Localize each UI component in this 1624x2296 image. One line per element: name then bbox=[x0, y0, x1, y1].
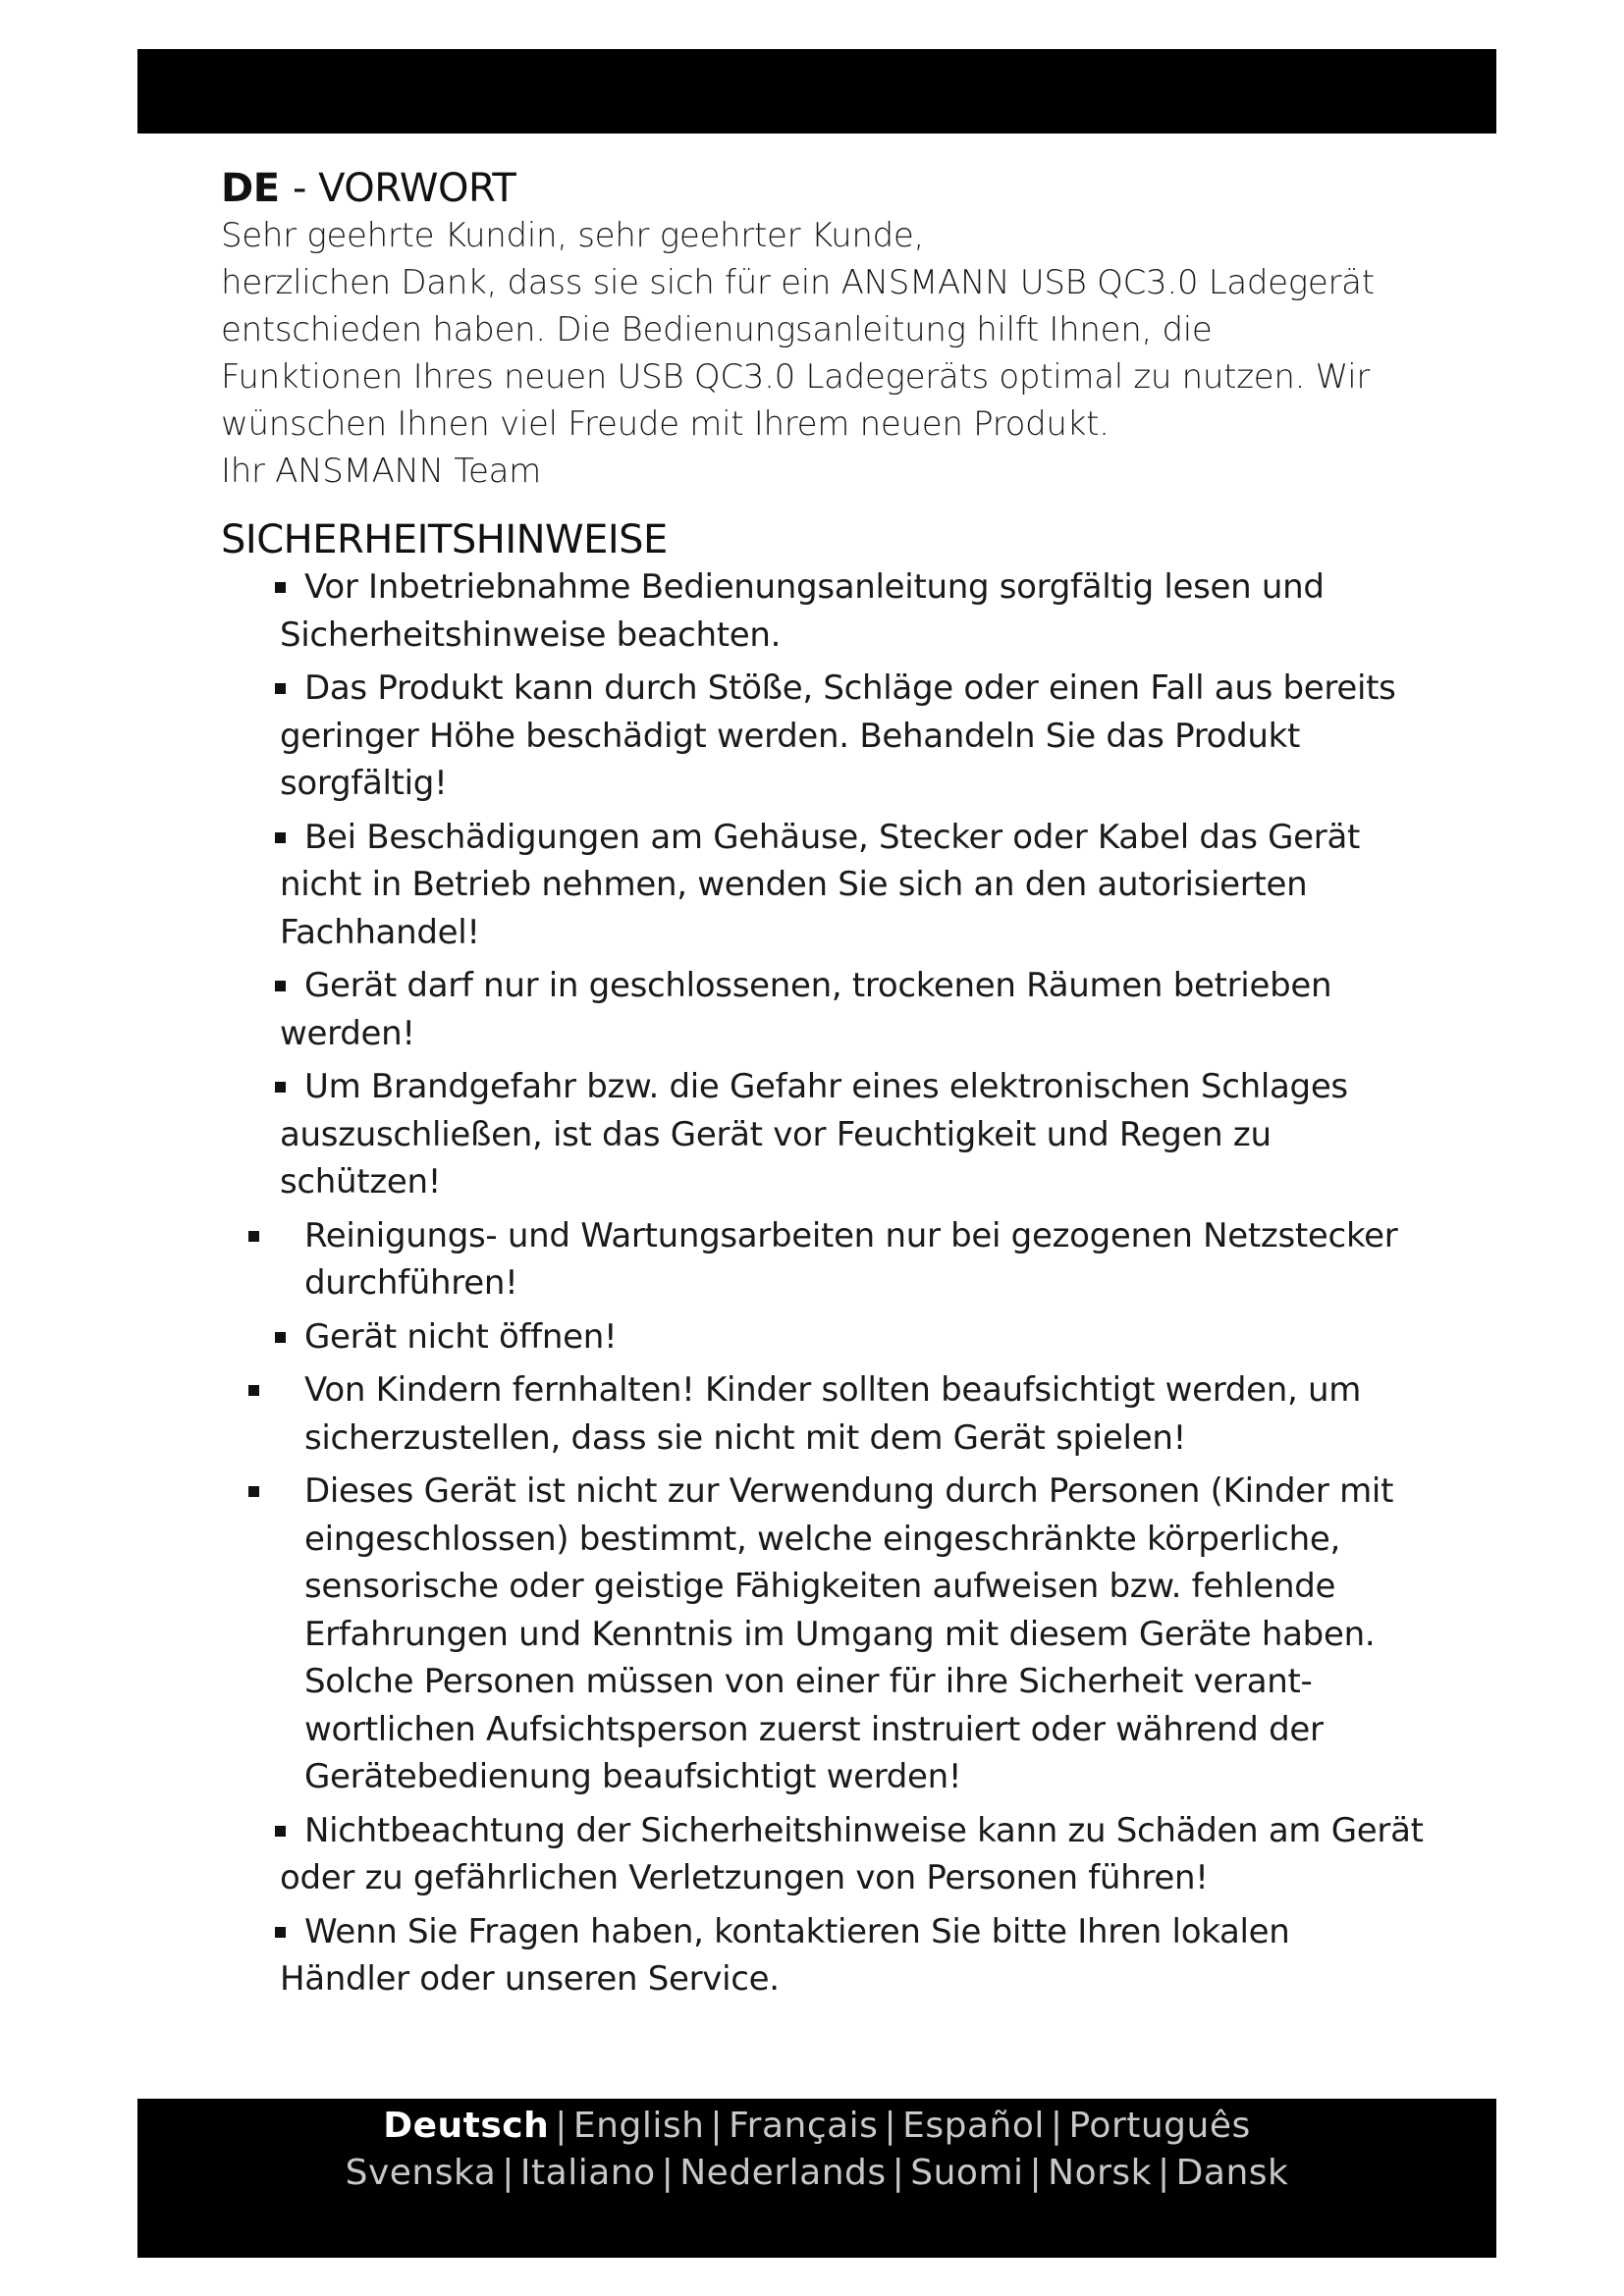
lang-link-deutsch[interactable]: Deutsch bbox=[383, 2106, 550, 2146]
safety-item: Nichtbeachtung der Sicherheitshinweise kann zu Schäden am Gerät oder zu gefährlichen Verletzungen von Personen führen! bbox=[221, 1807, 1429, 1902]
bullet-square-icon bbox=[275, 981, 286, 991]
bullet-square-icon bbox=[275, 1332, 286, 1343]
safety-item: Von Kindern fernhalten! Kinder sollten beaufsichtigt werden, um sicherzustellen, dass sie nicht mit dem Gerät spielen! bbox=[221, 1366, 1429, 1462]
bullet-square-icon bbox=[248, 1486, 259, 1497]
safety-list bbox=[221, 563, 1429, 2003]
preface-line: Ihr ANSMANN Team bbox=[221, 452, 541, 491]
preface-line: wünschen Ihnen viel Freude mit Ihrem neuen Produkt. bbox=[221, 404, 1110, 444]
safety-item: Gerät nicht öffnen! bbox=[221, 1313, 1429, 1362]
preface-text bbox=[221, 212, 1429, 495]
language-code: DE bbox=[221, 166, 280, 211]
separator: | bbox=[884, 2106, 897, 2146]
separator: | bbox=[555, 2106, 568, 2146]
bullet-square-icon bbox=[248, 1385, 259, 1396]
lang-link-svenska[interactable]: Svenska bbox=[345, 2153, 497, 2193]
safety-item: Wenn Sie Fragen haben, kontaktieren Sie bitte Ihren lokalen Händler oder unseren Service. bbox=[221, 1908, 1429, 2003]
language-row-2 bbox=[137, 2150, 1496, 2197]
safety-item: Um Brandgefahr bzw. die Gefahr eines elektronischen Schlages auszuschließen, ist das Gerät vor Feuchtigkeit und Regen zu schützen! bbox=[221, 1063, 1429, 1206]
language-row-1 bbox=[137, 2103, 1496, 2150]
bullet-square-icon bbox=[275, 1826, 286, 1837]
lang-link-francais[interactable]: Français bbox=[729, 2106, 879, 2146]
safety-item: Bei Beschädigungen am Gehäuse, Stecker oder Kabel das Gerät nicht in Betrieb nehmen, wenden Sie sich an den autorisierten Fachhandel! bbox=[221, 814, 1429, 957]
preface-title: - VORWORT bbox=[292, 166, 516, 211]
bullet-square-icon bbox=[275, 1082, 286, 1093]
preface-line: Sehr geehrte Kundin, sehr geehrter Kunde, bbox=[221, 216, 925, 255]
safety-item: Das Produkt kann durch Stöße, Schläge oder einen Fall aus bereits geringer Höhe beschädigt werden. Behandeln Sie das Produkt sorgfältig! bbox=[221, 665, 1429, 808]
bullet-square-icon bbox=[248, 1231, 259, 1242]
safety-heading: SICHERHEITSHINWEISE bbox=[221, 517, 668, 562]
separator: | bbox=[1029, 2153, 1043, 2193]
bullet-square-icon bbox=[275, 832, 286, 843]
bullet-square-icon bbox=[275, 683, 286, 694]
preface-line: entschieden haben. Die Bedienungsanleitung hilft Ihnen, die bbox=[221, 310, 1213, 349]
bullet-square-icon bbox=[275, 582, 286, 593]
preface-line: herzlichen Dank, dass sie sich für ein ANSMANN USB QC3.0 Ladegerät bbox=[221, 263, 1375, 302]
separator: | bbox=[1050, 2106, 1063, 2146]
preface-line: Funktionen Ihres neuen USB QC3.0 Ladegeräts optimal zu nutzen. Wir bbox=[221, 357, 1371, 397]
bullet-square-icon bbox=[275, 1927, 286, 1938]
language-footer bbox=[137, 2099, 1496, 2258]
separator: | bbox=[710, 2106, 724, 2146]
lang-link-nederlands[interactable]: Nederlands bbox=[679, 2153, 887, 2193]
top-black-bar bbox=[137, 49, 1496, 133]
safety-item: Gerät darf nur in geschlossenen, trockenen Räumen betrieben werden! bbox=[221, 962, 1429, 1057]
separator: | bbox=[892, 2153, 905, 2193]
safety-item: Reinigungs- und Wartungsarbeiten nur bei gezogenen Netzstecker durchführen! bbox=[221, 1212, 1429, 1308]
page-content bbox=[221, 165, 1429, 2009]
lang-link-norsk[interactable]: Norsk bbox=[1048, 2153, 1153, 2193]
safety-item: Dieses Gerät ist nicht zur Verwendung durch Personen (Kinder mit eingeschlossen) bestimmt, welche eingeschränkte körperliche, sensorische oder geistige Fähigkeiten aufweisen bzw. fehlende Erfahrungen und Kenntnis im Umgang mit diesem Geräte haben. Solche Personen müssen von einer für ihre Sicherheit verant-wortlichen Aufsichtsperson zuerst instruiert oder während der Gerätebedienung beaufsichtigt werden! bbox=[221, 1468, 1429, 1801]
lang-link-suomi[interactable]: Suomi bbox=[910, 2153, 1024, 2193]
lang-link-dansk[interactable]: Dansk bbox=[1175, 2153, 1289, 2193]
separator: | bbox=[661, 2153, 675, 2193]
lang-link-english[interactable]: English bbox=[572, 2106, 705, 2146]
separator: | bbox=[502, 2153, 514, 2193]
lang-link-italiano[interactable]: Italiano bbox=[519, 2153, 656, 2193]
safety-item: Vor Inbetriebnahme Bedienungsanleitung sorgfältig lesen und Sicherheitshinweise beachten. bbox=[221, 563, 1429, 659]
preface-heading bbox=[221, 165, 1429, 212]
separator: | bbox=[1158, 2153, 1170, 2193]
lang-link-portugues[interactable]: Português bbox=[1068, 2106, 1251, 2146]
lang-link-espanol[interactable]: Español bbox=[902, 2106, 1045, 2146]
